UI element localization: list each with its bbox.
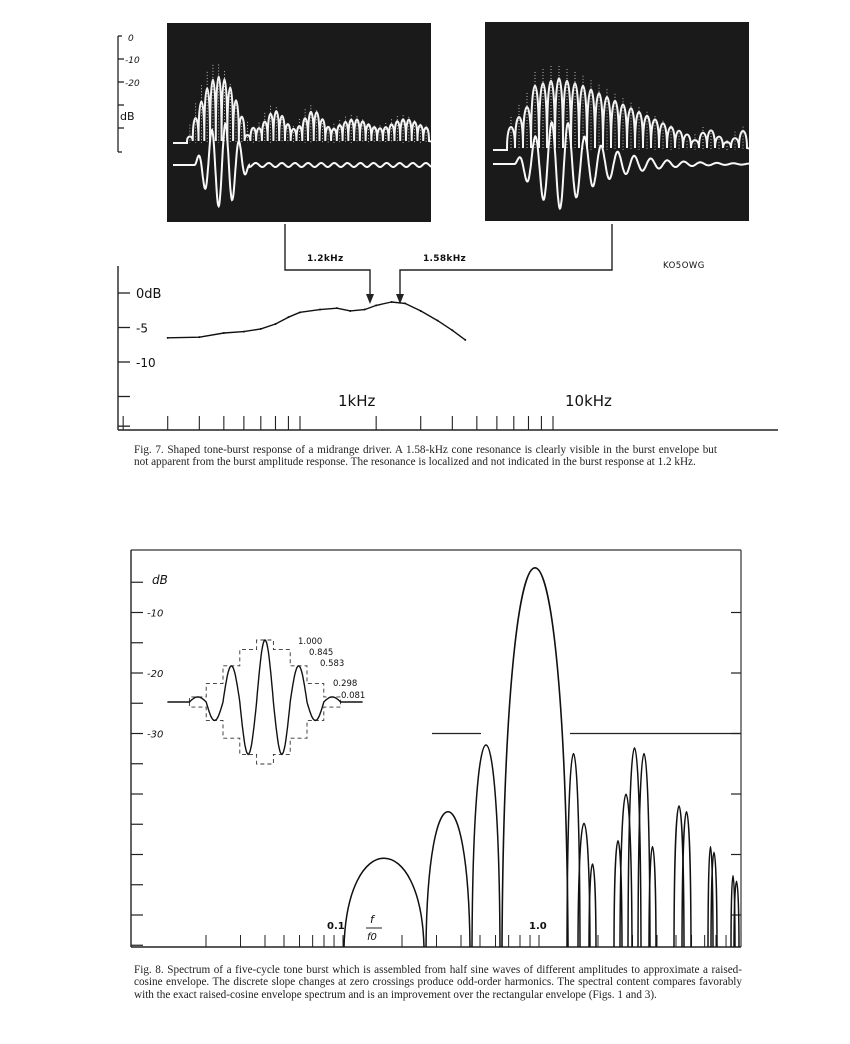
data-point	[299, 311, 301, 313]
data-point	[319, 309, 321, 311]
inset-envelope-lower	[189, 702, 340, 764]
x-tick-label-1-0: 1.0	[529, 921, 547, 932]
data-point	[375, 304, 377, 306]
spectrum-lobe	[344, 858, 424, 947]
inset-amplitude-label: 0.081	[341, 691, 366, 701]
data-point	[364, 309, 366, 311]
spectrum-lobe	[502, 568, 568, 947]
x-tick-label-1khz: 1kHz	[338, 392, 376, 410]
data-point	[464, 339, 466, 341]
y-tick-label: -10	[136, 356, 156, 370]
inset-raised-cosine-burst	[167, 637, 365, 764]
response-curve	[168, 302, 466, 340]
marker-label-1-58khz: 1.58kHz	[423, 254, 467, 264]
data-point	[420, 310, 422, 312]
y-tick-label: 0dB	[136, 287, 162, 302]
data-point	[451, 329, 453, 331]
y-tick-label: -5	[136, 321, 148, 336]
spectrum-lobe	[472, 745, 500, 947]
y-unit-label: dB	[152, 573, 168, 587]
spectrum-lobe	[426, 812, 470, 947]
data-point	[404, 302, 406, 304]
plotter-id: KO5OWG	[663, 261, 705, 271]
inset-amplitude-label: 1.000	[298, 637, 323, 647]
y-tick-label: -30	[147, 729, 164, 741]
scale-label-0: 0	[128, 34, 134, 44]
fig7-caption: Fig. 7. Shaped tone-burst response of a midrange driver. A 1.58-kHz cone resonance is clearly visible in the burst envelope but not apparent from the burst amplitude response. The resonance is localized and not indicated in the burst response at 1.2 kHz.	[134, 444, 717, 469]
fig8-spectrum-chart	[0, 540, 850, 960]
data-point	[167, 337, 169, 339]
data-point	[287, 316, 289, 318]
data-point	[274, 323, 276, 325]
inset-amplitude-label: 0.583	[320, 659, 345, 669]
data-point	[260, 328, 262, 330]
data-point	[223, 332, 225, 334]
data-point	[349, 310, 351, 312]
marker-label-1-2khz: 1.2kHz	[307, 254, 344, 264]
fig8-caption: Fig. 8. Spectrum of a five-cycle tone burst which is assembled from half sine waves of different amplitudes to approximate a raised-cosine envelope. The discrete slope changes at zero crossings produce odd-order harmonics. The spectral content compares favorably with the exact raised-cosine envelope spectrum and is an improvement over the rectangular envelope (Figs. 1 and 3).	[134, 964, 742, 1001]
envelope-trace	[493, 78, 749, 150]
scale-label-20: -20	[125, 79, 140, 89]
data-point	[198, 336, 200, 338]
oscilloscope-photo-right	[485, 22, 749, 221]
spectrum-lobe	[734, 881, 739, 947]
y-tick-label: -10	[147, 608, 164, 620]
scope-db-scale	[112, 28, 162, 158]
data-point	[336, 307, 338, 309]
x-tick-label-0-1: 0.1	[327, 921, 345, 932]
scale-label-db: dB	[120, 110, 135, 123]
oscilloscope-photo-left	[167, 23, 431, 222]
data-point	[437, 320, 439, 322]
data-point	[391, 301, 393, 303]
x-tick-label-10khz: 10kHz	[565, 392, 612, 410]
x-axis-label-f0: f0	[367, 932, 377, 943]
scale-label-10: -10	[125, 56, 140, 66]
x-axis-label-f: f	[370, 913, 374, 926]
inset-amplitude-label: 0.845	[309, 648, 334, 658]
data-point	[243, 331, 245, 333]
inset-amplitude-label: 0.298	[333, 679, 358, 689]
fig7-amplitude-chart	[0, 260, 850, 440]
spectrum-lobe	[711, 852, 717, 947]
y-tick-label: -20	[147, 669, 164, 680]
